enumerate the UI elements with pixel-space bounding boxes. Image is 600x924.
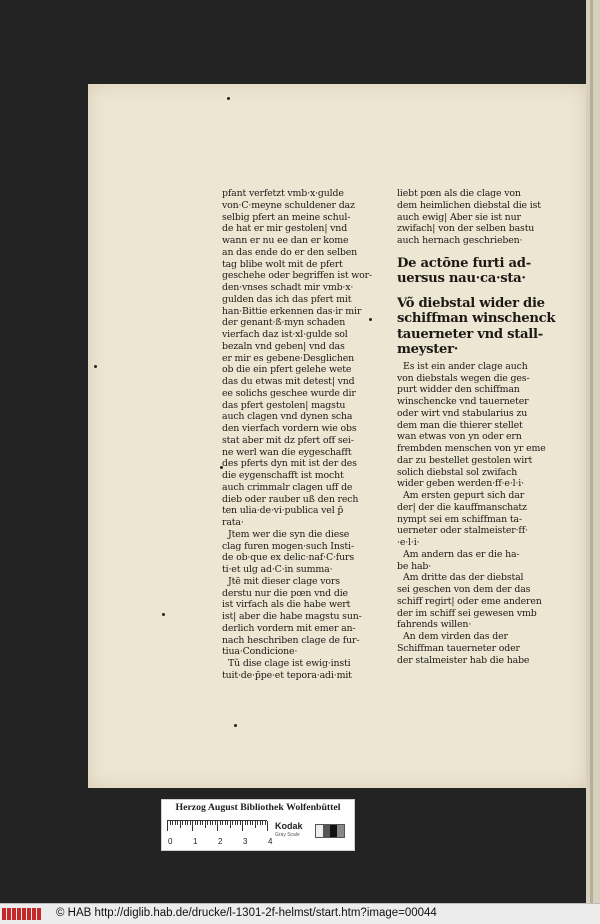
text-line: Võ diebstal wider die (397, 295, 545, 311)
text-line: dieb oder rauber uß den rech (222, 493, 359, 505)
text-line: winschencke vnd tauerneter (397, 396, 529, 407)
text-line: auch ewig| Aber sie ist nur (397, 211, 521, 223)
text-line: Am andern das er die ha‐ (403, 548, 520, 560)
text-line: wan etwas von yn oder ern (397, 431, 522, 443)
text-line: wider geben werden·ff·e·l·i· (397, 478, 524, 490)
text-line: solich diebstal sol zwifach (397, 466, 518, 478)
text-line: Am dritte das der diebstal (403, 572, 524, 584)
text-line: das pfert gestolen| magstu (222, 399, 346, 411)
ruler-number: 0 (168, 837, 173, 846)
text-line: stat aber mit dz pfert off sei‐ (222, 434, 354, 446)
text-line: ·e·l·i· (397, 537, 420, 548)
text-line: er mir es gebene·Desglichen (222, 352, 355, 364)
license-icon (2, 908, 50, 920)
library-name: Herzog August Bibliothek Wolfenbüttel (175, 802, 341, 813)
text-line: gulden das ich das pfert mit (222, 293, 352, 305)
footer-bar (0, 903, 600, 924)
text-line: oder wirt vnd stabularius zu (397, 407, 528, 419)
text-line: uerneter oder stalmeister·ff· (397, 525, 528, 537)
text-line: ti·et ulg ad·C·in summa· (222, 564, 333, 575)
text-line: das du etwas mit detest| vnd (222, 376, 355, 387)
text-line: der stalmeister hab die habe (397, 654, 530, 666)
text-line: sei geschen von dem der das (397, 584, 531, 595)
text-line: dem man die thierer stellet (397, 419, 523, 431)
text-line: auch crimmalr clagen uff de (222, 481, 353, 493)
text-line: nach heschriben clage de fur‐ (222, 634, 360, 646)
text-line: ist virfach als die habe wert (222, 599, 351, 611)
text-line: de hat er mir gestolen| vnd (222, 223, 348, 235)
ruler-number: 1 (193, 837, 198, 846)
text-line: zwifach| von der selben bastu (397, 223, 535, 235)
text-line: uersus nau·ca·sta· (397, 271, 526, 287)
text-line: Am ersten gepurt sich dar (403, 490, 525, 501)
text-line: Jtem wer die syn die diese (228, 528, 350, 540)
section-heading-latin (397, 256, 557, 287)
text-line: wann er nu ee dan er kome (222, 235, 349, 246)
ruler-number: 2 (218, 837, 223, 846)
text-line: auch clagen vnd dynen scha (222, 411, 353, 423)
text-line: ten ulia·de·vi·publica vel p̄ (222, 505, 344, 517)
text-line: ist| aber die habe magstu sun‐ (222, 611, 362, 622)
text-line: tiua·Condicione· (222, 646, 298, 658)
text-column-left (222, 188, 382, 682)
text-line: nympt sei em schiffman ta‐ (397, 513, 522, 525)
ruler-number: 4 (268, 837, 273, 846)
kodak-logo-subtitle: Gray Scale (275, 832, 300, 838)
text-line: derstu nur die pœn vnd die (222, 587, 348, 599)
text-line: des pferts dyn mit ist der des (222, 458, 357, 470)
text-line: schiffman winschenck (397, 311, 556, 327)
gray-patches (315, 824, 345, 838)
text-line: an das ende do er den selben (222, 246, 358, 258)
text-line: derlich vordern mit emer an‐ (222, 622, 356, 634)
paragraph-intro (397, 188, 557, 247)
text-line: ee solichs geschee wurde dir (222, 387, 356, 399)
text-line: De actōne furti ad‐ (397, 255, 531, 271)
text-line: den vierfach vordern wie obs (222, 423, 357, 434)
kodak-gray-scale-card (161, 799, 355, 851)
page-speck (234, 724, 237, 727)
text-line: be hab· (397, 560, 432, 572)
text-line: Tŭ dise clage ist ewig·insti (228, 658, 351, 669)
text-line: auch hernach geschrieben· (397, 235, 523, 246)
text-line: geschehe oder begriffen ist wor‐ (222, 270, 373, 282)
page-speck (227, 97, 230, 100)
adjacent-page-edge (586, 0, 600, 903)
copyright-url: © HAB http://diglib.hab.de/drucke/l-1301-2f-helmst/start.htm?image=00044 (56, 907, 437, 919)
page-speck (94, 365, 97, 368)
text-line: pfant verfetzt vmb·x·gulde (222, 188, 344, 199)
text-line: rata· (222, 517, 244, 528)
text-line: der im schiff sei gewesen vmb (397, 607, 537, 619)
text-line: meyster· (397, 342, 459, 358)
text-line: frembden menschen von yr eme (397, 443, 546, 454)
paragraph-body (397, 361, 557, 667)
text-line: von diebstals wegen die ges‐ (397, 372, 530, 384)
text-line: die eygenschafft ist mocht (222, 470, 344, 481)
text-line: schiff regirt| oder eme anderen (397, 595, 542, 607)
text-line: ob die ein pfert gelehe wete (222, 364, 352, 376)
text-line: tag blibe wolt mit de pfert (222, 258, 343, 270)
text-line: dar zu bestellet gestolen wirt (397, 454, 533, 466)
text-line: Schiffman tauerneter oder (397, 642, 520, 654)
ruler-number: 3 (243, 837, 248, 846)
text-line: vierfach daz ist·xl·gulde sol (222, 329, 348, 340)
ruler-scale (167, 820, 267, 831)
text-line: bezaln vnd geben| vnd das (222, 340, 345, 352)
text-line: tuit·de·p̄pe·et tepora·adi·mit (222, 669, 352, 681)
kodak-logo: Kodak (275, 821, 303, 831)
text-line: der| der die kauffmanschatz (397, 501, 527, 513)
text-line: der genant·ß·myn schaden (222, 317, 346, 329)
text-line: von·C·meyne schuldener daz (222, 199, 355, 211)
text-line: han·Bittie erkennen das·ir mir (222, 305, 362, 317)
text-line: ne werl wan die eygeschafft (222, 446, 352, 458)
text-column-right (397, 188, 557, 666)
text-line: fahrends willen· (397, 619, 472, 631)
text-line: clag furen mogen·such Insti‐ (222, 540, 354, 552)
text-line: liebt pœn als die clage von (397, 188, 521, 199)
text-line: An dem virden das der (403, 631, 508, 642)
text-line: selbig pfert an meine schul‐ (222, 211, 351, 223)
text-line: de ob·que ex delic·naf·C·furs (222, 552, 354, 564)
text-line: Es ist ein ander clage auch (403, 360, 528, 372)
text-line: tauerneter vnd stall‐ (397, 326, 543, 342)
section-heading-german (397, 296, 557, 358)
text-line: purt widder den schiffman (397, 384, 520, 396)
text-line: den·vnses schadt mir vmb·x· (222, 282, 354, 293)
text-line: Jtē mit dieser clage vors (228, 575, 340, 587)
page-speck (162, 613, 165, 616)
book-page (88, 84, 586, 788)
text-line: dem heimlichen diebstal die ist (397, 199, 541, 211)
